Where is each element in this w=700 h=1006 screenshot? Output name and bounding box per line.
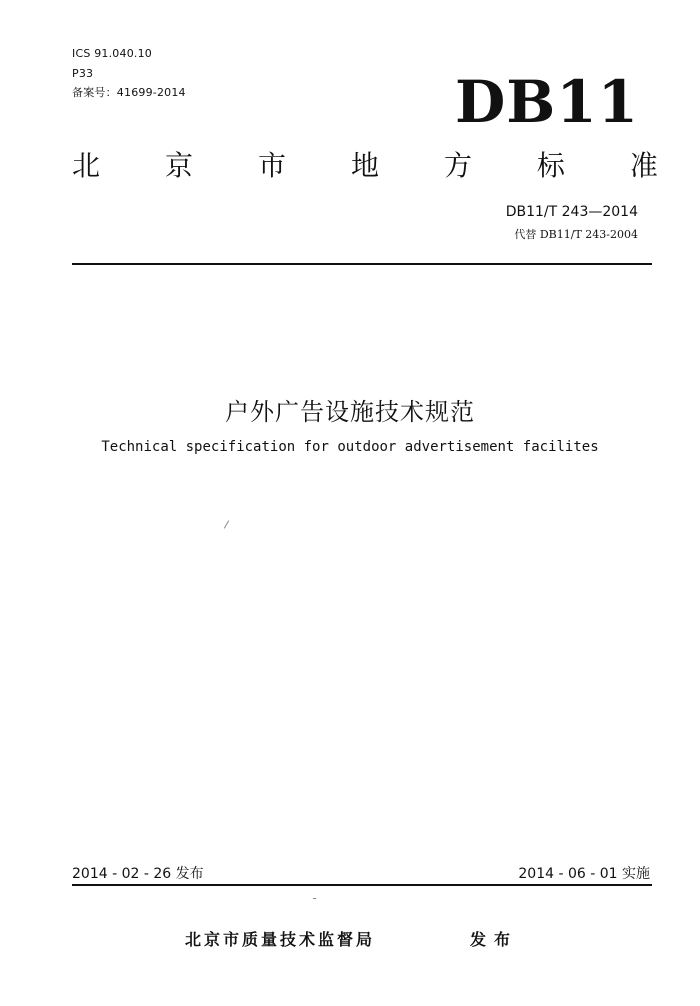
standard-type-title — [72, 150, 658, 182]
publish-date: 2014 - 02 - 26 发布 — [72, 866, 204, 882]
standard-type-char: 准 — [629, 149, 658, 182]
document-title-en: Technical specification for outdoor advertisement facilites — [101, 439, 599, 455]
standard-type-char: 市 — [257, 149, 286, 182]
standard-code: DB11/T 243—2014 — [505, 204, 638, 220]
replaced-standard: 代替 DB11/T 243-2004 — [514, 228, 638, 241]
top-divider — [72, 263, 652, 265]
standard-type-char: 地 — [350, 149, 379, 182]
implement-date: 2014 - 06 - 01 实施 — [518, 866, 650, 882]
standard-type-char: 方 — [443, 149, 472, 182]
standard-type-char: 京 — [164, 149, 193, 182]
bottom-divider — [72, 884, 652, 886]
db11-logo: DB11 — [455, 68, 640, 136]
standard-type-char: 北 — [72, 149, 101, 182]
ics-code: ICS 91.040.10 — [72, 47, 152, 60]
scan-speck — [313, 898, 316, 899]
issuing-organization: 北京市质量技术监督局 — [185, 930, 376, 949]
document-title-cn: 户外广告设施技术规范 — [225, 398, 475, 426]
record-number: 备案号：41699-2014 — [72, 86, 186, 99]
standard-type-char: 标 — [536, 149, 565, 182]
category-code: P33 — [72, 67, 94, 80]
issue-action: 发布 — [470, 930, 519, 949]
scan-speck — [224, 520, 229, 528]
